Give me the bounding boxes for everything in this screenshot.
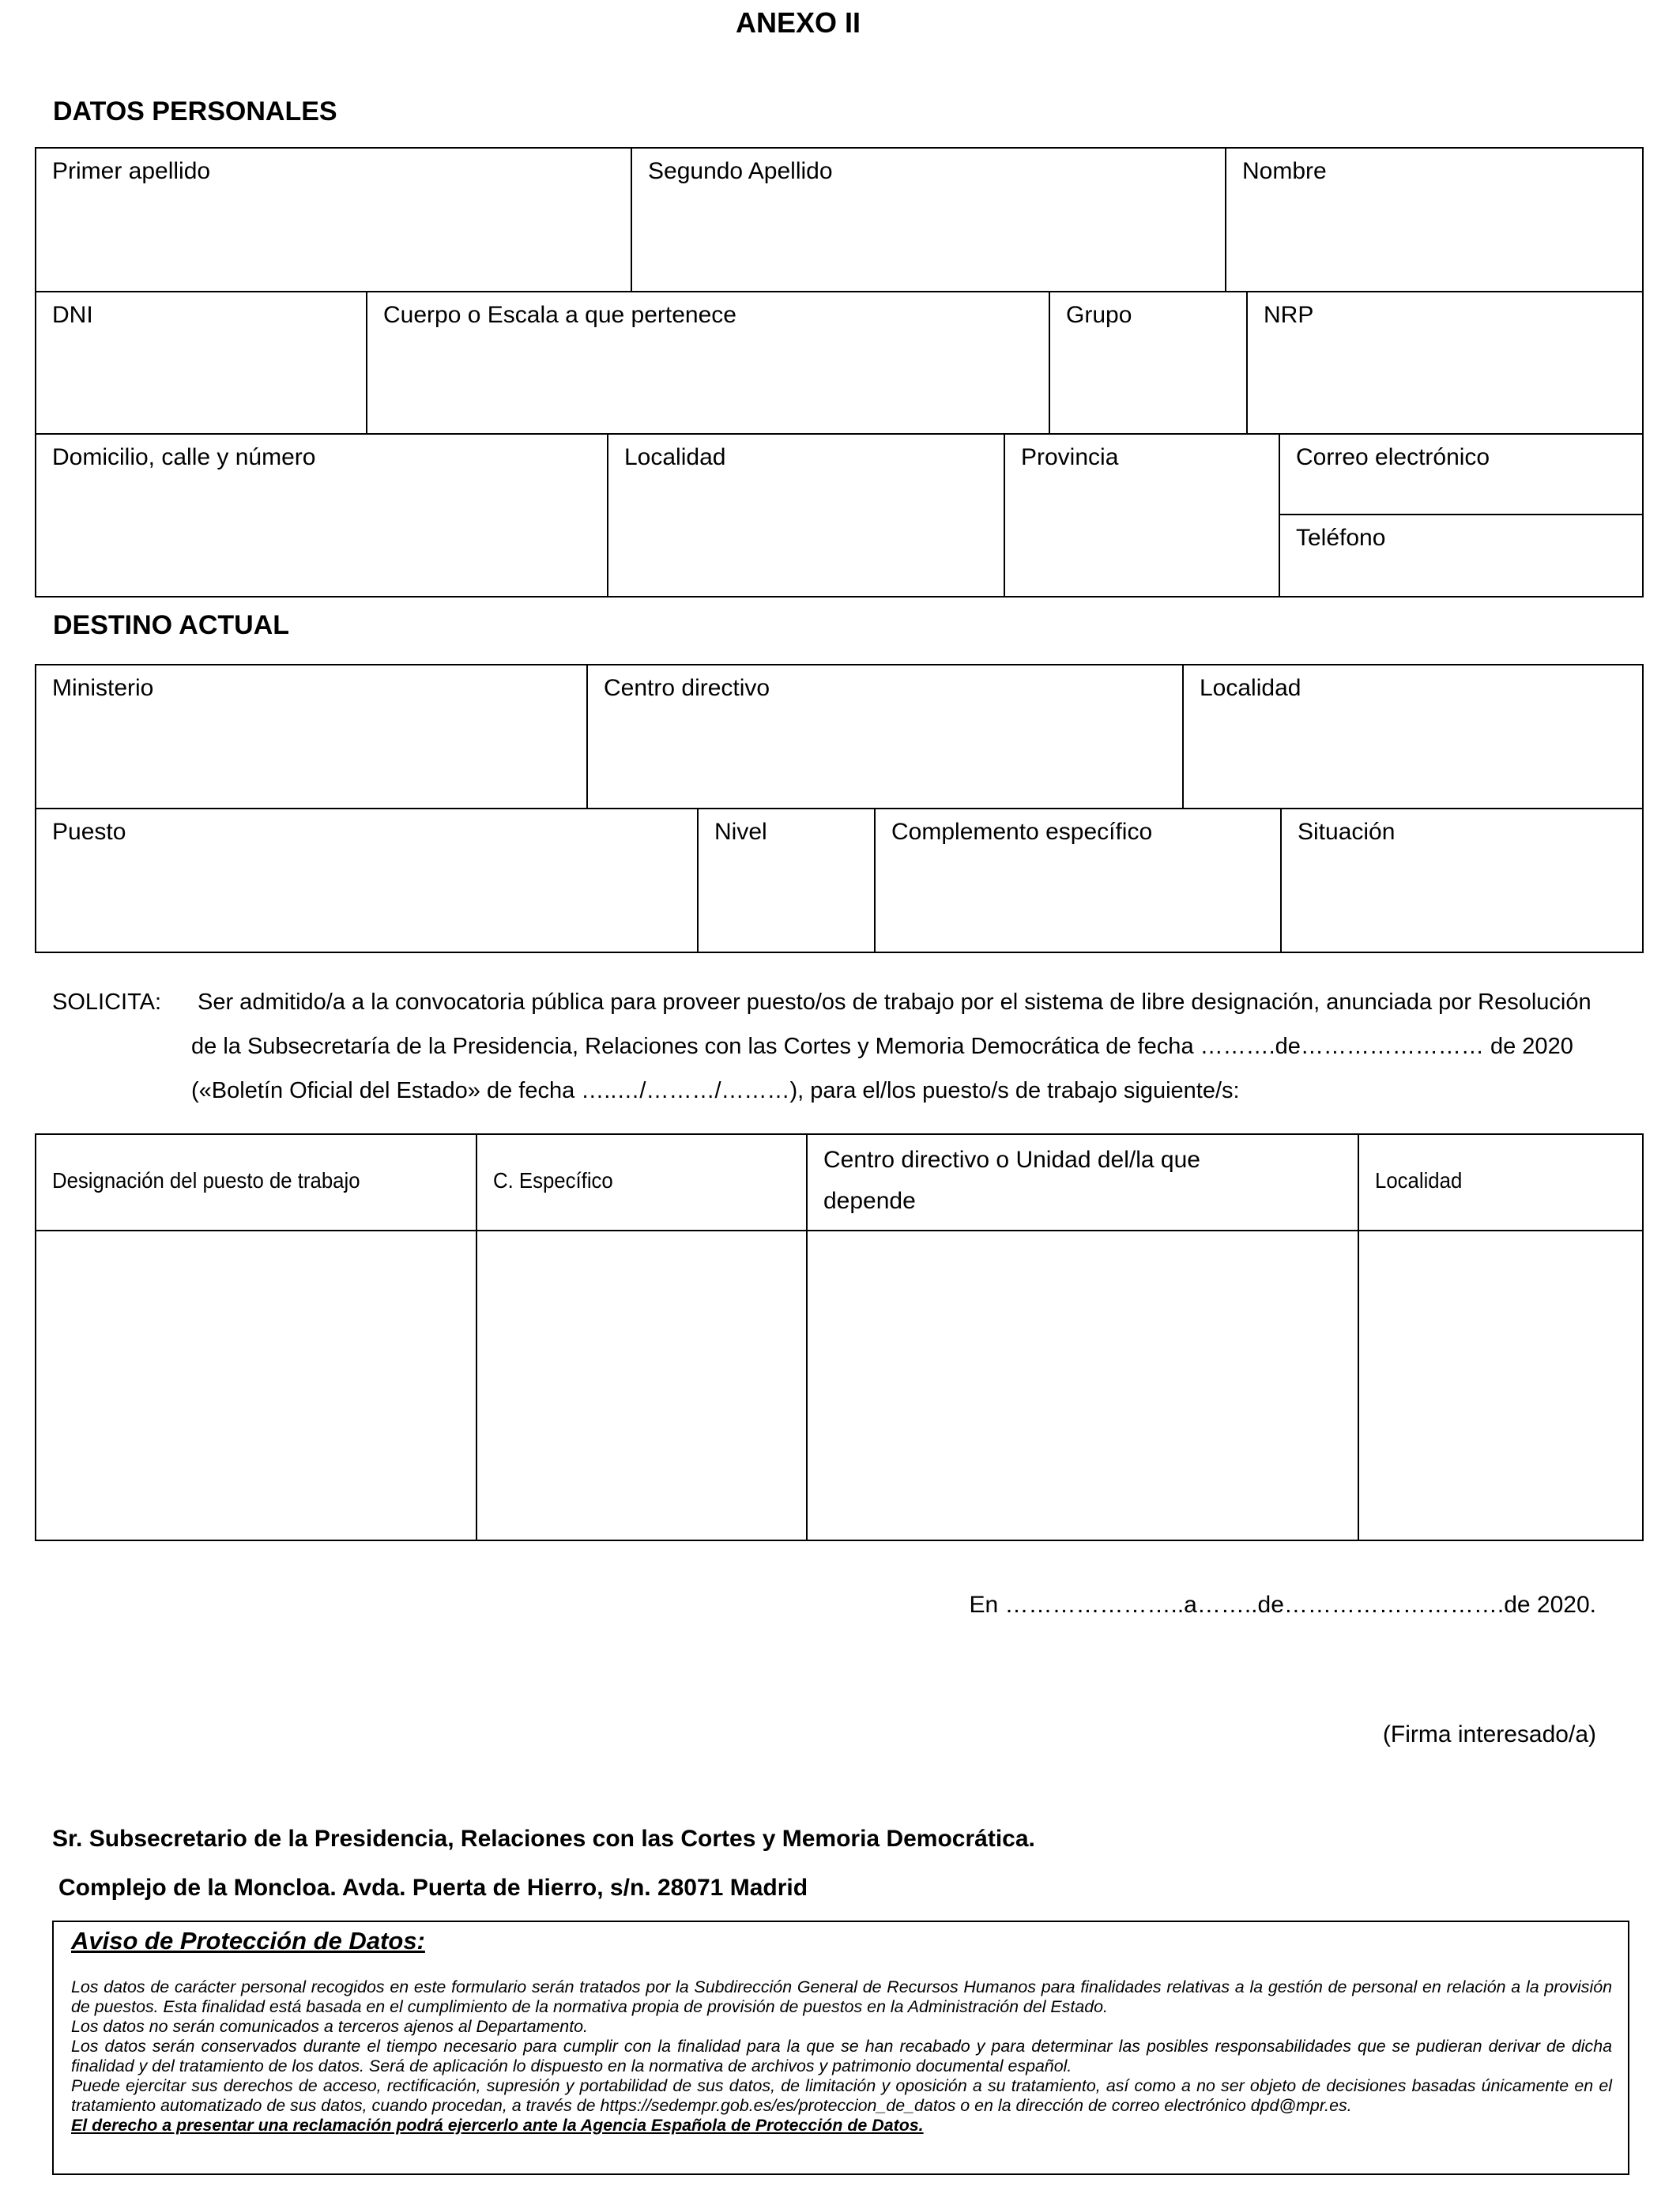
destino-grid: [35, 664, 1644, 953]
field-provincia[interactable]: [1005, 435, 1280, 598]
field-nivel[interactable]: [699, 809, 876, 953]
label-centro-directivo: Centro directivo: [604, 675, 770, 701]
field-centro-directivo[interactable]: [588, 665, 1184, 809]
field-segundo-apellido[interactable]: [632, 149, 1226, 292]
field-situacion[interactable]: [1282, 809, 1644, 953]
firma-label: (Firma interesado/a): [1382, 1721, 1596, 1747]
field-destino-localidad[interactable]: [1184, 665, 1644, 809]
label-domicilio: Domicilio, calle y número: [52, 444, 316, 470]
field-domicilio[interactable]: [36, 435, 608, 598]
field-correo[interactable]: [1280, 435, 1644, 515]
cell-centro-unidad[interactable]: [808, 1231, 1359, 1541]
label-ministerio: Ministerio: [52, 675, 154, 701]
destinatario-line-1: Sr. Subsecretario de la Presidencia, Relaciones con las Cortes y Memoria Democrática.: [52, 1826, 1035, 1852]
notice-paragraph-5: El derecho a presentar una reclamación podrá ejercerlo ante la Agencia Española de Protección de Datos.: [71, 2116, 924, 2135]
label-nivel: Nivel: [714, 819, 767, 845]
label-complemento: Complemento específico: [891, 819, 1153, 845]
cell-designacion[interactable]: [36, 1231, 477, 1541]
field-grupo[interactable]: [1050, 292, 1248, 435]
label-nombre: Nombre: [1242, 158, 1327, 184]
label-correo: Correo electrónico: [1296, 444, 1490, 470]
puestos-table: [35, 1133, 1644, 1541]
label-telefono: Teléfono: [1296, 525, 1386, 551]
field-complemento[interactable]: [876, 809, 1282, 953]
field-telefono[interactable]: [1280, 515, 1644, 598]
label-grupo: Grupo: [1066, 302, 1132, 328]
field-localidad[interactable]: [608, 435, 1005, 598]
field-cuerpo-escala[interactable]: [367, 292, 1050, 435]
field-primer-apellido[interactable]: [36, 149, 632, 292]
solicita-line-1: Ser admitido/a a la convocatoria pública para proveer puesto/os de trabajo por el sistema de libre designación, anunciada por Resolución: [198, 990, 1591, 1015]
header-centro-unidad: [808, 1135, 1359, 1231]
label-segundo-apellido: Segundo Apellido: [648, 158, 833, 184]
field-nombre[interactable]: [1226, 149, 1644, 292]
field-nrp[interactable]: [1248, 292, 1644, 435]
data-protection-notice: [52, 1921, 1629, 2175]
notice-paragraph-2: Los datos no serán comunicados a terceros ajenos al Departamento.: [71, 2017, 588, 2036]
header-c-especifico: [477, 1135, 808, 1231]
section-destino-actual: DESTINO ACTUAL: [53, 610, 290, 640]
label-tabla-localidad: Localidad: [1375, 1168, 1463, 1193]
label-primer-apellido: Primer apellido: [52, 158, 211, 184]
page-title: ANEXO II: [735, 6, 861, 39]
label-localidad: Localidad: [624, 444, 726, 470]
cell-c-especifico[interactable]: [477, 1231, 808, 1541]
label-centro-unidad: [823, 1140, 1200, 1222]
header-localidad: [1359, 1135, 1644, 1231]
label-c-especifico: C. Específico: [493, 1168, 613, 1193]
label-situacion: Situación: [1298, 819, 1396, 845]
section-datos-personales: DATOS PERSONALES: [53, 96, 337, 126]
solicita-line-2: de la Subsecretaría de la Presidencia, Relaciones con las Cortes y Memoria Democrática de fecha ……….de…………………… de 2020: [191, 1034, 1573, 1059]
notice-paragraph-4: Puede ejercitar sus derechos de acceso, rectificación, supresión y portabilidad de sus datos, de limitación y oposición a su tratamiento, así como a no ser objeto de decisiones basadas únicamente en el tratamiento automatizado de sus datos, cuando procedan, a través de https://sedempr.gob.es/es/proteccion_de_datos o en la dirección de correo electrónico dpd@mpr.es.: [71, 2076, 1612, 2115]
label-centro-unidad-line-2: depende: [823, 1188, 916, 1214]
label-centro-unidad-line-1: Centro directivo o Unidad del/la que: [823, 1147, 1200, 1173]
cell-localidad[interactable]: [1359, 1231, 1644, 1541]
solicita-line-3: («Boletín Oficial del Estado» de fecha …..…/………/………), para el/los puesto/s de trabajo siguiente/s:: [191, 1078, 1240, 1103]
label-cuerpo-escala: Cuerpo o Escala a que pertenece: [383, 302, 736, 328]
notice-paragraph-1: Los datos de carácter personal recogidos en este formulario serán tratados por la Subdirección General de Recursos Humanos para finalidades relativas a la gestión de personal en relación a la provisión de puestos. Esta finalidad está basada en el cumplimiento de la normativa propia de provisión de puestos en la Administración del Estado.: [71, 1977, 1612, 2016]
solicita-block: [52, 980, 1633, 1113]
label-destino-localidad: Localidad: [1200, 675, 1301, 701]
label-puesto: Puesto: [52, 819, 126, 845]
destinatario-line-2: Complejo de la Moncloa. Avda. Puerta de Hierro, s/n. 28071 Madrid: [58, 1875, 808, 1901]
solicita-label: SOLICITA:: [52, 990, 162, 1015]
field-puesto[interactable]: [36, 809, 699, 953]
field-ministerio[interactable]: [36, 665, 588, 809]
personal-data-grid: [35, 147, 1644, 598]
header-designacion: [36, 1135, 477, 1231]
notice-heading: Aviso de Protección de Datos:: [71, 1927, 425, 1955]
notice-paragraph-3: Los datos serán conservados durante el tiempo necesario para cumplir con la finalidad para la que se han recabado y para determinar las posibles responsabilidades que se pudieran derivar de dicha finalidad y del tratamiento de los datos. Será de aplicación lo dispuesto en la normativa de archivos y patrimonio documental español.: [71, 2037, 1612, 2075]
label-provincia: Provincia: [1021, 444, 1119, 470]
field-dni[interactable]: [36, 292, 367, 435]
label-designacion: Designación del puesto de trabajo: [52, 1168, 360, 1193]
fecha-line: En …………………..a……..de……………………….de 2020.: [969, 1592, 1596, 1618]
label-nrp: NRP: [1264, 302, 1314, 328]
label-dni: DNI: [52, 302, 93, 328]
